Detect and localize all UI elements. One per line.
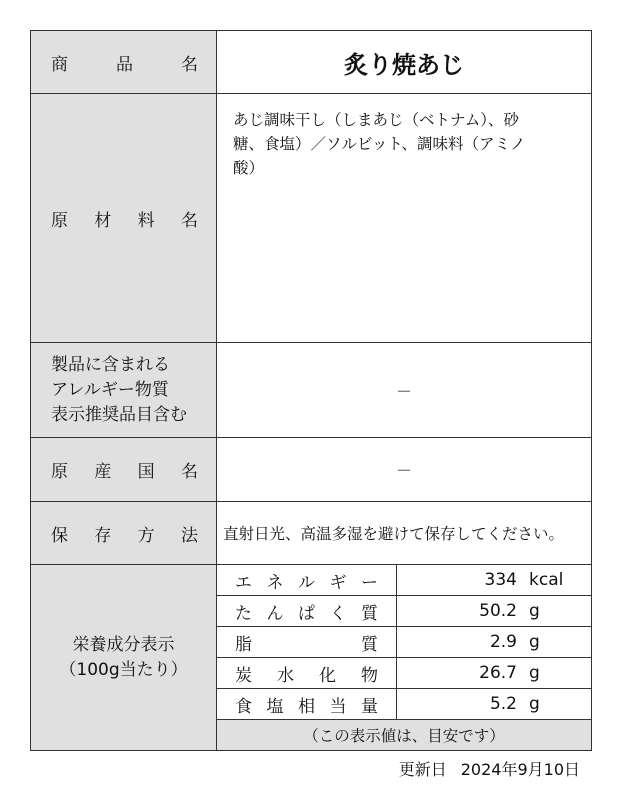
ingredients-text: あじ調味干し（しまあじ（ベトナム）、砂 糖、食塩）／ソルビット、調味料（アミノ 酸） xyxy=(217,94,592,343)
allergy-header: 製品に含まれる アレルギー物質 表示推奨品目含む xyxy=(31,343,217,438)
nutrition-value: 2.9 g xyxy=(397,627,592,658)
updated-label: 更新日 xyxy=(398,760,447,779)
food-label-table xyxy=(30,30,592,751)
nutrition-value: 5.2 g xyxy=(397,689,592,720)
storage-header: 保 存 方 法 xyxy=(31,502,217,565)
ingredients-header: 原 材 料 名 xyxy=(31,94,217,343)
product-name-header: 商 品 名 xyxy=(31,31,217,94)
nutrition-label: た ん ぱ く 質 xyxy=(217,596,397,627)
origin-header: 原 産 国 名 xyxy=(31,438,217,502)
ingredients-row xyxy=(31,94,592,343)
nutrition-row xyxy=(31,565,592,596)
nutrition-label: 食 塩 相 当 量 xyxy=(217,689,397,720)
updated-value: 2024年9月10日 xyxy=(460,760,580,779)
nutrition-header: 栄養成分表示 （100g当たり） xyxy=(31,565,217,751)
nutrition-label: 脂 質 xyxy=(217,627,397,658)
nutrition-value: 334 kcal xyxy=(397,565,592,596)
allergy-value: － xyxy=(217,343,592,438)
origin-row xyxy=(31,438,592,502)
nutrition-value: 50.2 g xyxy=(397,596,592,627)
nutrition-note: （この表示値は、目安です） xyxy=(217,720,592,751)
nutrition-label: エ ネ ル ギ ー xyxy=(217,565,397,596)
product-name-row xyxy=(31,31,592,94)
storage-value: 直射日光、高温多湿を避けて保存してください。 xyxy=(217,502,592,565)
product-name: 炙り焼あじ xyxy=(217,31,592,94)
storage-row xyxy=(31,502,592,565)
updated-date xyxy=(399,757,580,780)
allergy-row xyxy=(31,343,592,438)
origin-value: － xyxy=(217,438,592,502)
nutrition-label: 炭 水 化 物 xyxy=(217,658,397,689)
nutrition-value: 26.7 g xyxy=(397,658,592,689)
